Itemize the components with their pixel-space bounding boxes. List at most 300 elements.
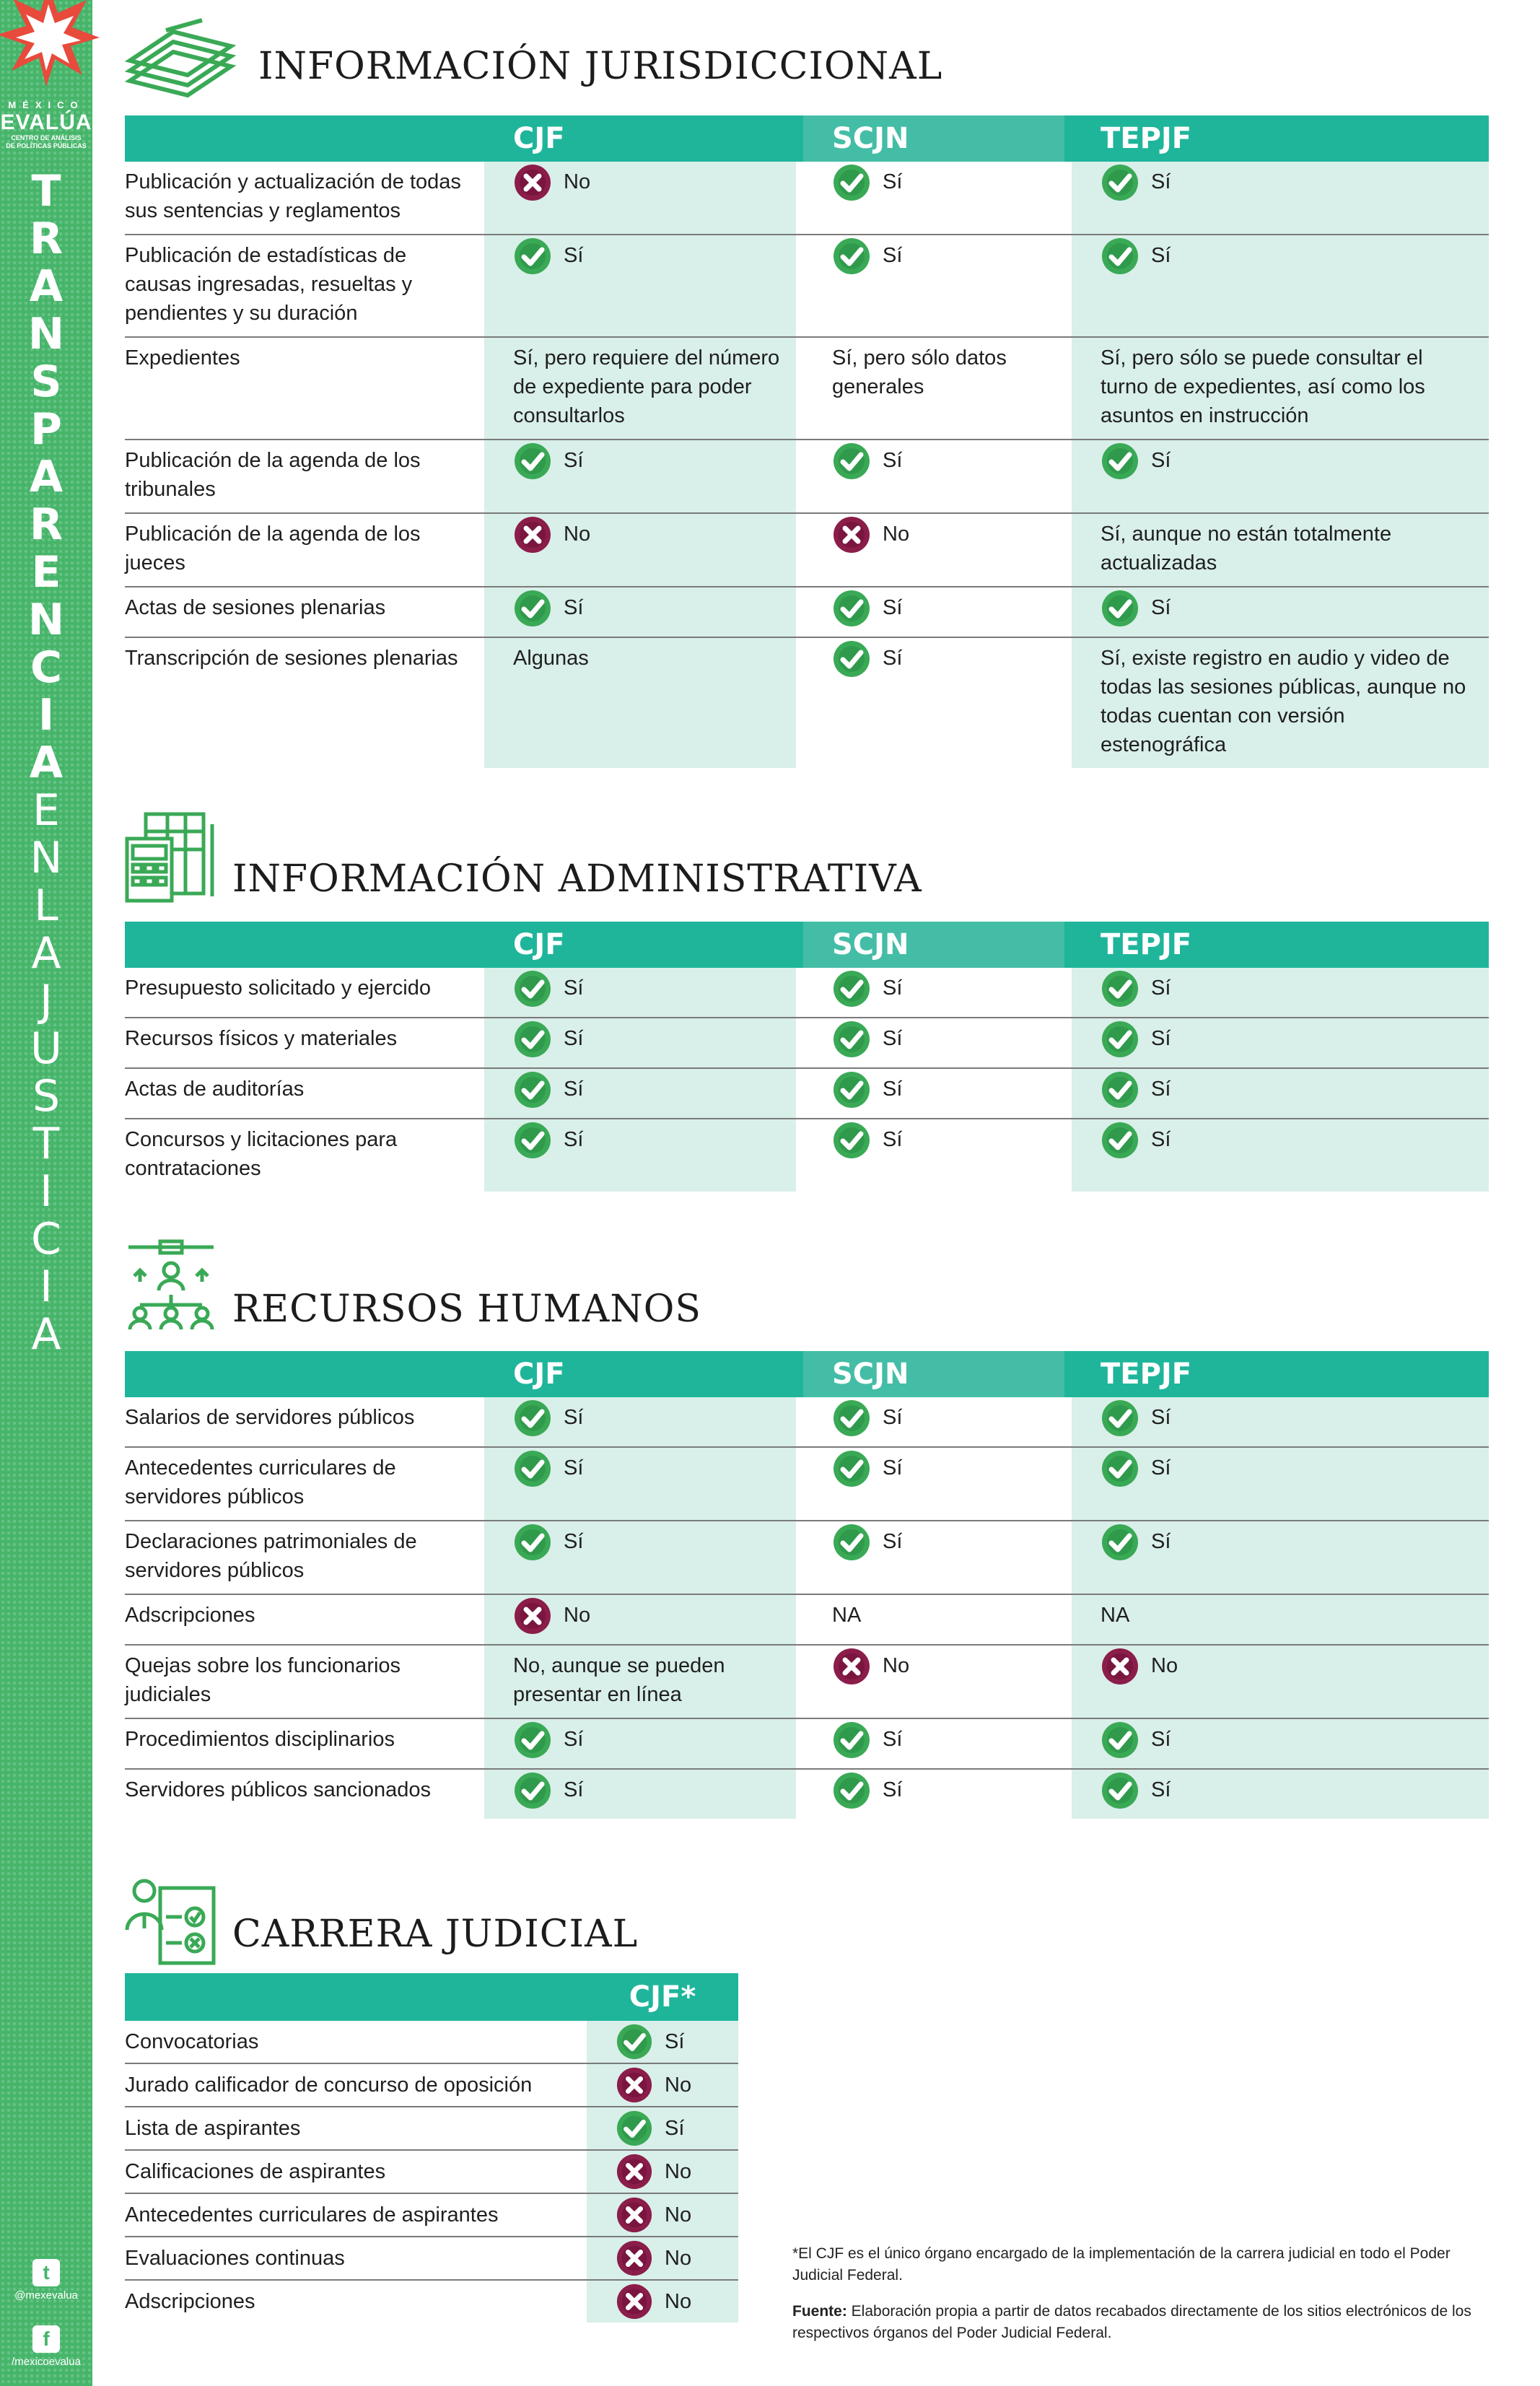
brand-small: MÉXICO <box>8 100 84 110</box>
cell-tepjf <box>1072 1068 1489 1119</box>
column-gap <box>796 1068 803 1119</box>
row-label: Publicación de la agenda de los jueces <box>125 513 484 587</box>
column-gap <box>796 587 803 637</box>
column-gap <box>1064 1521 1072 1594</box>
cell-cjf <box>484 968 796 1018</box>
row-label: Publicación de estadísticas de causas ingresadas, resueltas y pendientes y su duración <box>125 235 484 337</box>
column-gap <box>1064 337 1072 440</box>
cell-text: Sí, aunque no están totalmente actualizadas <box>1101 523 1392 574</box>
check-circle-icon <box>513 1070 552 1109</box>
table-jurisdiccional <box>125 115 1489 768</box>
cell-text: Sí <box>883 1530 903 1553</box>
header-gap <box>1064 1351 1072 1397</box>
cell-text: Sí <box>1151 449 1171 472</box>
check-circle-icon <box>513 1771 552 1810</box>
cell-scjn <box>803 1068 1064 1119</box>
cell-scjn <box>803 337 1064 440</box>
cell-cjf <box>484 162 796 235</box>
table-row <box>125 1447 1489 1521</box>
check-circle-icon <box>513 1121 552 1160</box>
facebook-icon: f <box>32 2325 60 2353</box>
footnote-cjf: *El CJF es el único órgano encargado de la implementación de la carrera judicial en todo el Poder Judicial Federal. <box>792 2245 1451 2284</box>
column-gap <box>796 1645 803 1718</box>
cell-text: No <box>564 523 591 546</box>
judge-checklist-icon <box>124 1874 218 1967</box>
table-row <box>125 2150 738 2193</box>
cell-text: Sí <box>665 2029 685 2053</box>
table-row <box>125 2280 738 2322</box>
brand-logo <box>0 100 92 150</box>
x-circle-icon <box>513 515 552 554</box>
cell-text: Sí <box>564 1530 584 1553</box>
table-row <box>125 1718 1489 1769</box>
check-circle-icon <box>1101 1020 1139 1059</box>
vertical-title-letter: L <box>34 880 58 931</box>
brand-sub1: CENTRO DE ANÁLISIS <box>11 134 82 141</box>
cell-cjf <box>484 1769 796 1819</box>
cell-text: NA <box>1101 1604 1130 1627</box>
cell-tepjf <box>1072 1018 1489 1068</box>
cell-tepjf <box>1072 1447 1489 1521</box>
table-administrativa <box>125 922 1489 1192</box>
cell-text: Sí <box>883 976 903 1000</box>
check-circle-icon <box>832 969 871 1008</box>
cell-scjn <box>803 1397 1064 1447</box>
check-circle-icon <box>616 2023 653 2061</box>
side-band <box>0 0 92 2386</box>
twitter-handle: @mexevalua <box>14 2289 78 2302</box>
cell-scjn <box>803 1521 1064 1594</box>
table-row <box>125 2237 738 2280</box>
column-gap <box>796 1119 803 1192</box>
check-circle-icon <box>832 1020 871 1059</box>
cell-scjn <box>803 1594 1064 1645</box>
cell-text: Sí <box>1151 1078 1171 1101</box>
table-row <box>125 587 1489 637</box>
cell-scjn <box>803 1769 1064 1819</box>
table-row <box>125 162 1489 235</box>
cell-text: Sí <box>883 647 903 670</box>
cell-tepjf <box>1072 637 1489 768</box>
column-gap <box>1064 1718 1072 1769</box>
column-header-cjf: CJF <box>484 1351 796 1397</box>
vertical-title-letter: A <box>31 928 61 979</box>
check-circle-icon <box>832 237 871 276</box>
cell-cjf <box>484 1068 796 1119</box>
cell-cjf <box>484 637 796 768</box>
cell-tepjf <box>1072 440 1489 513</box>
cell-tepjf <box>1072 235 1489 337</box>
cell-cjf <box>587 2063 738 2107</box>
facebook-link[interactable] <box>0 2325 92 2368</box>
cell-cjf <box>484 1594 796 1645</box>
column-gap <box>1064 513 1072 587</box>
table-row <box>125 1521 1489 1594</box>
cell-text: No <box>665 2159 692 2183</box>
column-header-cjf: CJF <box>484 922 796 968</box>
cell-text: Sí, existe registro en audio y video de todas las sesiones públicas, aunque no todas cuentan con versión estenográfica <box>1101 647 1466 756</box>
cell-scjn <box>803 162 1064 235</box>
vertical-title-letter: S <box>30 357 62 407</box>
cell-cjf <box>587 2193 738 2237</box>
header-gap <box>796 115 803 162</box>
cell-tepjf <box>1072 1119 1489 1192</box>
table-recursos-humanos <box>125 1351 1489 1819</box>
vertical-title-letter: T <box>31 166 61 217</box>
cell-cjf <box>484 235 796 337</box>
column-gap <box>1064 1018 1072 1068</box>
cell-scjn <box>803 1718 1064 1769</box>
check-circle-icon <box>832 1121 871 1160</box>
cell-text: No <box>665 2246 692 2270</box>
cell-tepjf <box>1072 337 1489 440</box>
carrera-header-blank <box>125 1973 587 2021</box>
table-carrera-judicial <box>125 1973 738 2322</box>
x-circle-icon <box>616 2066 653 2104</box>
check-circle-icon <box>513 442 552 481</box>
row-label: Servidores públicos sancionados <box>125 1769 484 1819</box>
twitter-icon: t <box>32 2259 60 2286</box>
check-circle-icon <box>1101 163 1139 202</box>
row-label: Jurado calificador de concurso de oposición <box>125 2063 587 2107</box>
check-circle-icon <box>513 237 552 276</box>
cell-cjf <box>484 587 796 637</box>
cell-text: NA <box>832 1604 862 1627</box>
column-header-tepjf: TEPJF <box>1072 115 1489 162</box>
cell-text: Sí <box>564 596 584 619</box>
x-circle-icon <box>616 2239 653 2277</box>
cell-scjn <box>803 513 1064 587</box>
column-gap <box>796 1594 803 1645</box>
column-gap <box>796 1397 803 1447</box>
check-circle-icon <box>1101 1721 1139 1760</box>
column-gap <box>796 637 803 768</box>
check-circle-icon <box>832 1449 871 1488</box>
table-row <box>125 1018 1489 1068</box>
cell-cjf <box>484 337 796 440</box>
header-blank <box>125 115 484 162</box>
vertical-title-letter: C <box>30 642 63 693</box>
cell-text: No <box>564 170 591 193</box>
cell-text: Sí <box>1151 1128 1171 1151</box>
check-circle-icon <box>513 969 552 1008</box>
vertical-title-letter: E <box>32 785 60 836</box>
table-row <box>125 1769 1489 1819</box>
section-title-carrera: CARRERA JUDICIAL <box>232 1913 639 1956</box>
check-circle-icon <box>832 1523 871 1562</box>
cell-text: Sí <box>1151 976 1171 1000</box>
check-circle-icon <box>1101 1449 1139 1488</box>
cell-text: No <box>665 2203 692 2227</box>
row-label: Calificaciones de aspirantes <box>125 2150 587 2193</box>
vertical-title-letter: T <box>32 1119 60 1169</box>
row-label: Adscripciones <box>125 2280 587 2322</box>
cell-scjn <box>803 1119 1064 1192</box>
vertical-title-letter: I <box>40 1262 53 1312</box>
check-circle-icon <box>1101 1523 1139 1562</box>
column-gap <box>1064 1594 1072 1645</box>
cell-scjn <box>803 1018 1064 1068</box>
evalua-star-logo-icon <box>0 0 102 87</box>
column-gap <box>796 162 803 235</box>
cell-text: Sí, pero requiere del número de expediente para poder consultarlos <box>513 346 780 427</box>
facebook-handle: /mexicoevalua <box>12 2356 81 2368</box>
cell-scjn <box>803 235 1064 337</box>
column-gap <box>1064 1068 1072 1119</box>
cell-cjf <box>484 1119 796 1192</box>
column-gap <box>1064 1447 1072 1521</box>
column-gap <box>1064 1645 1072 1718</box>
cell-text: Sí <box>883 1128 903 1151</box>
column-gap <box>796 1769 803 1819</box>
cell-text: Sí <box>665 2116 685 2140</box>
check-circle-icon <box>513 1020 552 1059</box>
cell-cjf <box>484 1447 796 1521</box>
header-blank <box>125 922 484 968</box>
cell-text: No <box>665 2073 692 2097</box>
table-row <box>125 1068 1489 1119</box>
column-gap <box>796 513 803 587</box>
check-circle-icon <box>832 639 871 678</box>
x-circle-icon <box>832 515 871 554</box>
cell-text: No <box>1151 1654 1178 1677</box>
vertical-title-letter: S <box>32 1071 61 1122</box>
twitter-link[interactable] <box>0 2259 92 2302</box>
check-circle-icon <box>616 2110 653 2147</box>
cell-tepjf <box>1072 1718 1489 1769</box>
vertical-title-letter: N <box>30 833 63 883</box>
check-circle-icon <box>513 589 552 628</box>
cell-text: Sí <box>564 1078 584 1101</box>
column-gap <box>796 440 803 513</box>
vertical-title-letter: C <box>31 1214 61 1264</box>
row-label: Lista de aspirantes <box>125 2107 587 2150</box>
cell-text: Sí <box>883 449 903 472</box>
vertical-title-letter: U <box>30 1023 62 1074</box>
table-row <box>125 2193 738 2237</box>
cell-text: No <box>665 2289 692 2313</box>
x-circle-icon <box>513 163 552 202</box>
calculator-ledger-icon <box>124 810 218 904</box>
cell-text: Sí <box>883 170 903 193</box>
row-label: Evaluaciones continuas <box>125 2237 587 2280</box>
table-row <box>125 2063 738 2107</box>
check-circle-icon <box>1101 589 1139 628</box>
table-row <box>125 968 1489 1018</box>
table-row <box>125 2107 738 2150</box>
cell-text: Sí <box>883 1728 903 1751</box>
cell-cjf <box>587 2021 738 2063</box>
header-gap <box>1064 115 1072 162</box>
cell-text: Sí <box>883 1406 903 1429</box>
x-circle-icon <box>616 2196 653 2234</box>
cell-scjn <box>803 968 1064 1018</box>
column-gap <box>1064 162 1072 235</box>
check-circle-icon <box>832 1399 871 1438</box>
cell-text: Sí <box>564 976 584 1000</box>
row-label: Actas de sesiones plenarias <box>125 587 484 637</box>
cell-tepjf <box>1072 1645 1489 1718</box>
check-circle-icon <box>1101 969 1139 1008</box>
row-label: Actas de auditorías <box>125 1068 484 1119</box>
column-gap <box>796 1718 803 1769</box>
check-circle-icon <box>1101 1771 1139 1810</box>
cell-text: Sí <box>883 244 903 267</box>
vertical-title-letter: A <box>29 452 64 502</box>
check-circle-icon <box>513 1523 552 1562</box>
check-circle-icon <box>513 1399 552 1438</box>
table-row <box>125 1119 1489 1192</box>
cell-text: Sí <box>1151 1530 1171 1553</box>
check-circle-icon <box>1101 1070 1139 1109</box>
cell-text: Sí <box>1151 1406 1171 1429</box>
cell-text: Sí <box>883 1078 903 1101</box>
table-row <box>125 1594 1489 1645</box>
vertical-title-letter: I <box>40 1166 53 1217</box>
table-row <box>125 513 1489 587</box>
vertical-title-letter: A <box>29 261 64 312</box>
cell-tepjf <box>1072 1521 1489 1594</box>
row-label: Adscripciones <box>125 1594 484 1645</box>
header-blank <box>125 1351 484 1397</box>
cell-text: Sí <box>564 1128 584 1151</box>
table-row <box>125 637 1489 768</box>
vertical-title-letter: N <box>27 595 65 645</box>
vertical-title-letter: R <box>29 214 64 264</box>
column-gap <box>1064 1769 1072 1819</box>
cell-tepjf <box>1072 513 1489 587</box>
column-gap <box>796 968 803 1018</box>
column-header-tepjf: TEPJF <box>1072 1351 1489 1397</box>
cell-text: No <box>883 1654 910 1677</box>
column-gap <box>1064 440 1072 513</box>
check-circle-icon <box>832 1771 871 1810</box>
check-circle-icon <box>513 1721 552 1760</box>
cell-text: Sí <box>1151 244 1171 267</box>
cell-cjf <box>587 2280 738 2322</box>
cell-text: Sí <box>883 596 903 619</box>
check-circle-icon <box>1101 1121 1139 1160</box>
cell-scjn <box>803 637 1064 768</box>
cell-cjf <box>484 1645 796 1718</box>
cell-tepjf <box>1072 1594 1489 1645</box>
row-label: Publicación de la agenda de los tribunales <box>125 440 484 513</box>
source-note <box>792 2301 1485 2344</box>
header-gap <box>1064 922 1072 968</box>
cell-text: Sí <box>564 244 584 267</box>
x-circle-icon <box>832 1647 871 1686</box>
cell-text: Sí <box>1151 596 1171 619</box>
cell-cjf <box>484 440 796 513</box>
row-label: Quejas sobre los funcionarios judiciales <box>125 1645 484 1718</box>
row-label: Procedimientos disciplinarios <box>125 1718 484 1769</box>
column-gap <box>1064 1397 1072 1447</box>
cell-tepjf <box>1072 162 1489 235</box>
cell-text: Sí <box>1151 1778 1171 1801</box>
org-people-icon <box>124 1238 218 1332</box>
cell-text: Sí <box>564 1406 584 1429</box>
column-header-tepjf: TEPJF <box>1072 922 1489 968</box>
cell-cjf <box>484 1397 796 1447</box>
column-gap <box>1064 1119 1072 1192</box>
cell-tepjf <box>1072 587 1489 637</box>
check-circle-icon <box>832 442 871 481</box>
cell-cjf <box>587 2107 738 2150</box>
x-circle-icon <box>616 2283 653 2320</box>
section-title-recursos-humanos: RECURSOS HUMANOS <box>232 1288 702 1331</box>
cell-text: No, aunque se pueden presentar en línea <box>513 1654 725 1706</box>
documents-stack-icon <box>123 16 238 102</box>
x-circle-icon <box>1101 1647 1139 1686</box>
row-label: Concursos y licitaciones para contrataciones <box>125 1119 484 1192</box>
x-circle-icon <box>513 1596 552 1635</box>
row-label: Antecedentes curriculares de aspirantes <box>125 2193 587 2237</box>
cell-text: Sí <box>883 1456 903 1480</box>
cell-cjf <box>484 1718 796 1769</box>
column-gap <box>1064 587 1072 637</box>
table-row <box>125 1397 1489 1447</box>
cell-cjf <box>484 513 796 587</box>
table-row <box>125 235 1489 337</box>
cell-cjf <box>587 2237 738 2280</box>
brand-sub2: DE POLÍTICAS PÚBLICAS <box>6 142 87 149</box>
cell-text: Sí <box>564 1728 584 1751</box>
cell-text: No <box>564 1604 591 1627</box>
table-row <box>125 440 1489 513</box>
column-gap <box>796 337 803 440</box>
vertical-title-letter: I <box>38 690 55 740</box>
cell-text: No <box>883 523 910 546</box>
vertical-title-letter: N <box>27 309 65 359</box>
column-header-scjn: SCJN <box>803 922 1064 968</box>
cell-cjf <box>587 2150 738 2193</box>
column-header-scjn: SCJN <box>803 1351 1064 1397</box>
header-gap <box>796 1351 803 1397</box>
column-gap <box>1064 968 1072 1018</box>
check-circle-icon <box>1101 442 1139 481</box>
row-label: Convocatorias <box>125 2029 259 2053</box>
column-header-cjf: CJF <box>484 115 796 162</box>
check-circle-icon <box>513 1449 552 1488</box>
table-row <box>125 337 1489 440</box>
row-label: Publicación y actualización de todas sus sentencias y reglamentos <box>125 170 461 222</box>
cell-tepjf <box>1072 1769 1489 1819</box>
table-row <box>125 1645 1489 1718</box>
vertical-title-letter: P <box>30 404 62 455</box>
row-label: Recursos físicos y materiales <box>125 1018 484 1068</box>
row-label: Declaraciones patrimoniales de servidores públicos <box>125 1521 484 1594</box>
vertical-title <box>0 167 92 1358</box>
header-gap <box>796 922 803 968</box>
cell-tepjf <box>1072 968 1489 1018</box>
cell-text: Sí <box>1151 1728 1171 1751</box>
cell-text: Sí <box>1151 1456 1171 1480</box>
column-gap <box>796 1521 803 1594</box>
row-label: Transcripción de sesiones plenarias <box>125 637 484 768</box>
cell-text: Sí <box>564 1456 584 1480</box>
vertical-title-letter: A <box>29 738 64 788</box>
cell-text: Sí, pero sólo se puede consultar el turno de expedientes, así como los asuntos en instrucción <box>1101 346 1425 427</box>
cell-scjn <box>803 1645 1064 1718</box>
cell-tepjf <box>1072 1397 1489 1447</box>
cell-scjn <box>803 587 1064 637</box>
check-circle-icon <box>1101 237 1139 276</box>
column-gap <box>796 1447 803 1521</box>
source-text: Elaboración propia a partir de datos recabados directamente de los sitios electrónicos de los respectivos órganos del Poder Judicial Federal. <box>792 2303 1471 2341</box>
vertical-title-letter: E <box>31 547 61 598</box>
check-circle-icon <box>832 589 871 628</box>
check-circle-icon <box>832 1070 871 1109</box>
